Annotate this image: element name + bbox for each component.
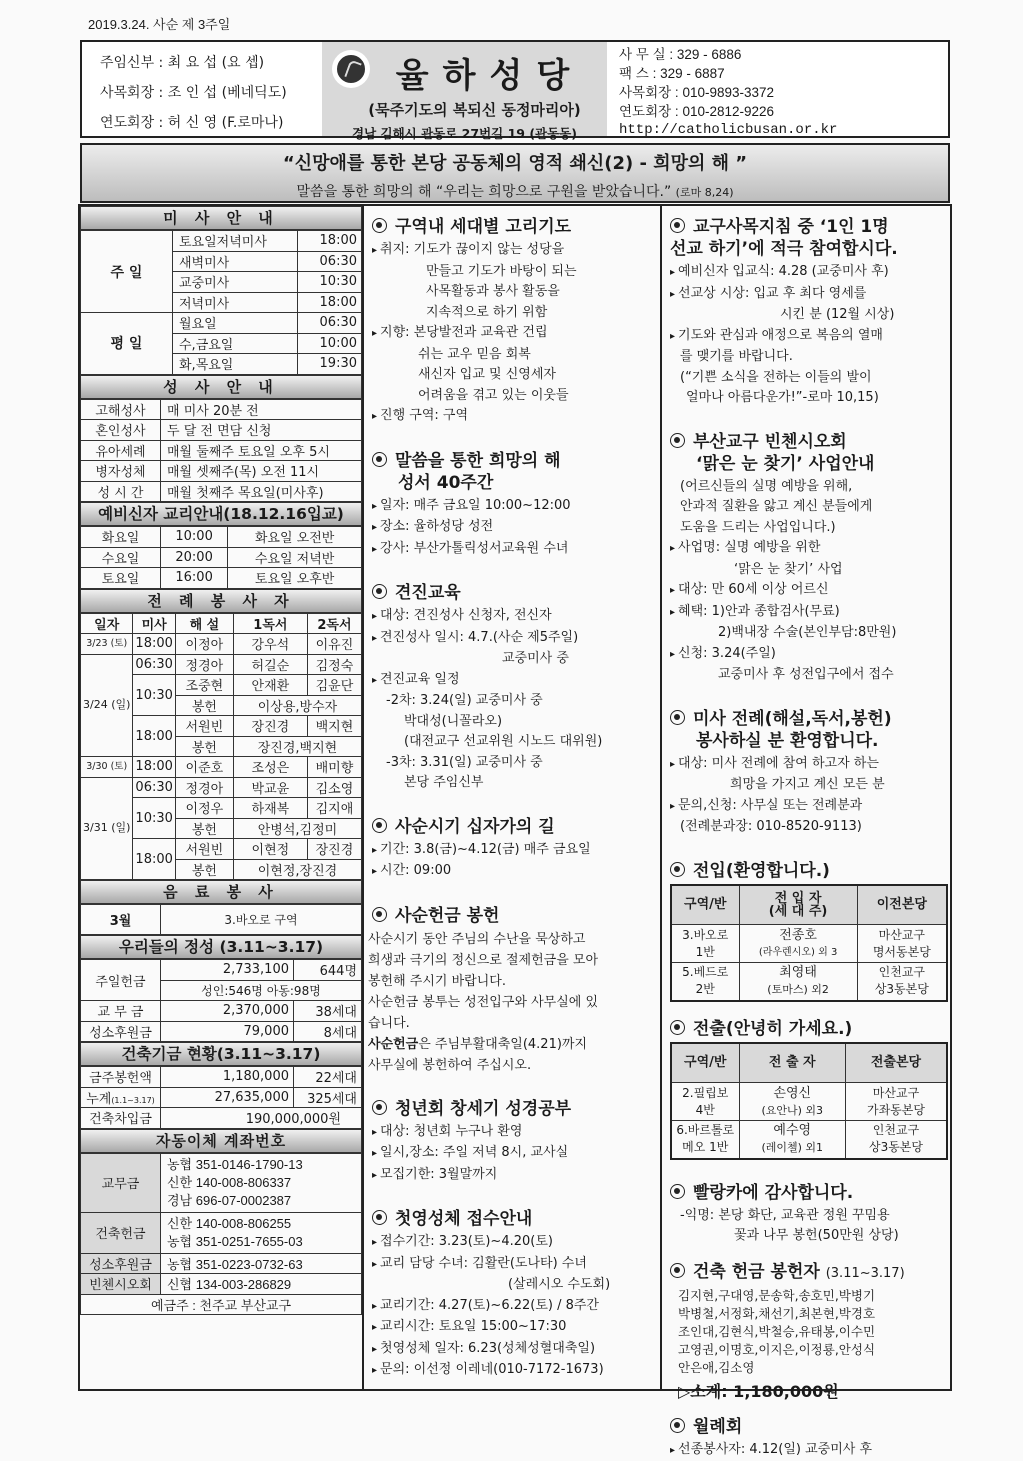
bullet-icon — [670, 710, 685, 725]
article-prayer: 구역내 세대별 고리기도 ▸ 취지: 기도가 끊이지 않는 성당을 만들고 기도가 바탕이 되는 사목활동과 봉사 활동을 지속적으로 하기 위함 ▸ 지향: 본당발전과 교육관 건립 쉬는 교우 믿음 회복 새신자 입교 및 신영세자 어려움을 겪고 있는 이웃들 ▸ 진행 구역: 구역 — [372, 216, 656, 428]
staff-pastor: 주임신부 : 최 요 섭 (요 셉) — [100, 48, 322, 78]
catechumen-heading: 예비신자 교리안내(18.12.16입교) — [80, 502, 362, 526]
bullet-icon — [670, 1184, 685, 1199]
bullet-icon — [372, 907, 387, 922]
bullet-icon — [372, 584, 387, 599]
accounts-table: 교무금 농협 351-0146-1790-13 신한 140-008-806337 경남 696-07-0002387 건축헌금 신한 140-008-806255 농협 351-0251-7655-03 성소후원금 농협 351-0223-0732-63 빈첸시오회 신협 134-003-286829 예금주 : 천주교 부산교구 — [80, 1153, 362, 1316]
drinks-heading: 음 료 봉 사 — [80, 880, 362, 904]
church-banner — [322, 42, 607, 136]
mass-table: 주 일 토요일저녁미사 18:00 새벽미사 06:30 교중미사 10:30 저녁미사 18:00 평 일 월요일 06:30 수,금요일 10:00 화,목요일 19:30 — [80, 230, 362, 375]
bullet-icon — [670, 1263, 685, 1278]
bullet-icon — [372, 1210, 387, 1225]
liturgy-table: 일자 미사 해 설 1독서 2독서 3/23 (토) 18:00 이정아 강우석 이유진 3/24 (일) 06:30 정경아 허길순 김정숙 10:30 조중현 안재환 김윤단 봉헌 이상용,방수자 18:00 서원빈 장진경 백지현 봉헌 장진경,백지현 3/30 (토) 18:00 이준호 조성은 배미향 3/31 (일) 06:30 정경아 박교윤 김소영 10:30 이정우 하재복 김지애 봉헌 안병석,김정미 18:00 서원빈 이현정 장진경 봉헌 이현정,장진경 — [80, 613, 362, 881]
staff-legion: 연도회장 : 허 신 영 (F.로마나) — [100, 108, 322, 138]
article-legion: 월례회 ▸ 선종봉사자: 4.12(일) 교중미사 후 — [670, 1416, 948, 1461]
church-logo-icon — [334, 52, 368, 86]
article-transfer-out: 전출(안녕히 가세요.) 구역/반 전 출 자 전출본당 2.필립보 4반 손영신 (요안나) 외3 마산교구 가좌동본당 6.바르톨로 메오 1반 예수영 (레이첼) 외1 인천교구 상3동본당 — [670, 1018, 948, 1160]
article-liturgy-recruit: 미사 전례(해설,독서,봉헌) 봉사하실 분 환영합니다. ▸ 대상: 미사 전례에 참여 하고자 하는 희망을 가지고 계신 모든 분 ▸ 문의,신청: 사무실 또는 전례분과 (전례분과장: 010-8520-9113) — [670, 708, 948, 838]
article-lent-offering: 사순헌금 봉헌 사순시기 동안 주님의 수난을 묵상하고 희생과 극기의 정신으로 절제헌금을 모아 봉헌해 주시기 바랍니다. 사순헌금 봉투는 성전입구와 사무실에 있 습니다. 사순헌금은 주님부활대축일(4.21)까지 사무실에 봉헌하여 주십시오. — [368, 905, 656, 1076]
bullet-icon — [670, 862, 685, 877]
offering-table: 주일헌금 2,733,100 644명 성인:546명 아동:98명 교 무 금 2,370,000 38세대 성소후원금 79,000 8세대 — [80, 959, 362, 1042]
article-thanks: 빨랑카에 감사합니다. -익명: 본당 화단, 교육관 정원 꾸밈용 꽃과 나무 봉헌(50만원 상당) — [670, 1182, 948, 1247]
article-first-communion: 첫영성체 접수안내 ▸ 접수기간: 3.23(토)~4.20(토) ▸ 교리 담당 수녀: 김활란(도나타) 수녀 (살레시오 수도회) ▸ 교리기간: 4.27(토)~6.22(토) / 8주간 ▸ 교리시간: 토요일 15:00~17:30 ▸ 첫영성체 일자: 6.23(성체성혈대축일) ▸ 문의: 이선정 이레네(010-7172-1673) — [372, 1208, 656, 1382]
building-fund-table: 금주봉헌액 1,180,000 22세대 누계(1.1~3.17) 27,635,000 325세대 건축차입금 190,000,000원 — [80, 1066, 362, 1129]
donors-subtotal: ▷소계: 1,180,000원 — [670, 1379, 948, 1402]
contact-office: 사 무 실 : 329 - 6886 — [619, 45, 948, 64]
article-building-donors: 건축 헌금 봉헌자 (3.11~3.17) 김지현,구대영,문송학,송호민,박병기 박병철,서정화,채선기,최본현,박경호 조인대,김현식,박철승,유태봉,이수민 고영권,이명호,이지은,이정룡,안성식 안은애,김소영 ▷소계: 1,180,000원 — [670, 1261, 948, 1402]
bullet-icon — [372, 452, 387, 467]
staff-list — [82, 42, 322, 136]
theme-banner — [80, 143, 950, 203]
contact-list — [607, 42, 948, 136]
article-bible: 말씀을 통한 희망의 해 성서 40주간 ▸ 일자: 매주 금요일 10:00~12:00 ▸ 장소: 율하성당 성전 ▸ 강사: 부산가톨릭성서교육원 수녀 — [372, 450, 656, 561]
theme-title: “신망애를 통한 본당 공동체의 영적 쇄신(2) - 희망의 해 ” — [82, 149, 948, 175]
article-vincent: 부산교구 빈첸시오회 ‘맑은 눈 찾기’ 사업안내 (어르신들의 실명 예방을 위해, 안과적 질환을 앓고 계신 분들에게 도움을 드리는 사업입니다.) ▸ 사업명: 실명 예방을 위한 ‘맑은 눈 찾기’ 사업 ▸ 대상: 만 60세 이상 어르신 ▸ 혜택: 1)안과 종합검사(무료) 2)백내장 수술(본인부담:8만원) ▸ 신청: 3.24(주일) 교중미사 후 성전입구에서 접수 — [670, 431, 948, 686]
left-column — [80, 206, 364, 1389]
bullet-icon — [670, 433, 685, 448]
church-name: 율하성당 — [322, 48, 607, 97]
bullet-icon — [372, 1100, 387, 1115]
bullet-icon — [670, 218, 685, 233]
article-youth-bible: 청년회 창세기 성경공부 ▸ 대상: 청년회 누구나 환영 ▸ 일시,장소: 주일 저녁 8시, 교사실 ▸ 모집기한: 3월말까지 — [372, 1098, 656, 1187]
accounts-heading: 자동이체 계좌번호 — [80, 1129, 362, 1153]
liturgy-heading: 전 례 봉 사 자 — [80, 589, 362, 613]
drinks-table: 3월 3.바오로 구역 — [80, 904, 362, 935]
staff-council: 사목회장 : 조 인 섭 (베네딕도) — [100, 78, 322, 108]
contact-council: 사목회장 : 010-9893-3372 — [619, 83, 948, 102]
article-transfer-in: 전입(환영합니다.) 구역/반 전 입 자 (세 대 주) 이전본당 3.바오로 1반 전종호 (라우렌시오) 외 3 마산교구 명서동본당 5.베드로 2반 최영태 (토마스) 외2 인천교구 상3동본당 — [670, 860, 948, 1002]
weekday-label: 평 일 — [81, 313, 173, 375]
church-patron: (묵주기도의 복되신 동정마리아) — [322, 99, 607, 120]
offering-heading: 우리들의 정성 (3.11~3.17) — [80, 935, 362, 959]
bulletin-body — [78, 204, 952, 1391]
bullet-icon — [372, 818, 387, 833]
church-address: 경남 김해시 관동로 27번길 19 (관동동) — [322, 124, 607, 142]
contact-legion: 연도회장 : 010-2812-9226 — [619, 102, 948, 121]
transfer-in-table: 구역/반 전 입 자 (세 대 주) 이전본당 3.바오로 1반 전종호 (라우렌시오) 외 3 마산교구 명서동본당 5.베드로 2반 최영태 (토마스) 외2 인천교구 상3동본당 — [670, 884, 948, 1002]
bullet-icon — [670, 1020, 685, 1035]
sunday-label: 주 일 — [81, 231, 173, 313]
bullet-icon — [372, 218, 387, 233]
right-column — [664, 206, 952, 1389]
transfer-out-table: 구역/반 전 출 자 전출본당 2.필립보 4반 손영신 (요안나) 외3 마산교구 가좌동본당 6.바르톨로 메오 1반 예수영 (레이첼) 외1 인천교구 상3동본당 — [670, 1042, 948, 1160]
sacraments-table: 고해성사 매 미사 20분 전 혼인성사 두 달 전 면담 신청 유아세례 매월 둘째주 토요일 오후 5시 병자성체 매월 셋째주(목) 오전 11시 성 시 간 매월 첫째주 목요일(미사후) — [80, 399, 362, 503]
article-stations: 사순시기 십자가의 길 ▸ 기간: 3.8(금)~4.12(금) 매주 금요일 ▸ 시간: 09:00 — [372, 816, 656, 883]
catechumen-table: 화요일 10:00 화요일 오전반 수요일 20:00 수요일 저녁반 토요일 16:00 토요일 오후반 — [80, 526, 362, 589]
article-mission: 교구사목지침 중 ‘1인 1명 선교 하기’에 적극 참여합시다. ▸ 예비신자 입교식: 4.28 (교중미사 후) ▸ 선교상 시상: 입교 후 최다 영세를 시킨 분 (12월 시상) ▸ 기도와 관심과 애정으로 복음의 열매 를 맺기를 바랍니다. (“기쁜 소식을 전하는 이들의 발이 얼마나 아름다운가!”-로마 10,15) — [670, 216, 948, 409]
website-link[interactable]: http://catholicbusan.or.kr — [619, 121, 948, 140]
middle-column — [366, 206, 662, 1389]
contact-fax: 팩 스 : 329 - 6887 — [619, 64, 948, 83]
bullet-icon — [670, 1418, 685, 1433]
building-fund-heading: 건축기금 현황(3.11~3.17) — [80, 1042, 362, 1066]
theme-subtitle: 말씀을 통한 희망의 해 “우리는 희망으로 구원을 받았습니다.” (로마 8,24) — [82, 181, 948, 201]
bulletin-header — [80, 40, 950, 138]
sacraments-heading: 성 사 안 내 — [80, 375, 362, 399]
bulletin-date: 2019.3.24. 사순 제 3주일 — [88, 14, 230, 33]
mass-heading: 미 사 안 내 — [80, 206, 362, 230]
article-confirmation: 견진교육 ▸ 대상: 견진성사 신청자, 전신자 ▸ 견진성사 일시: 4.7.(사순 제5주일) 교중미사 중 ▸ 견진교육 일정 -2차: 3.24(일) 교중미사 중 박대성(니꼴라오) (대전교구 선교위원 시노드 대위원) -3차: 3.31(일) 교중미사 중 본당 주임신부 — [372, 582, 656, 794]
